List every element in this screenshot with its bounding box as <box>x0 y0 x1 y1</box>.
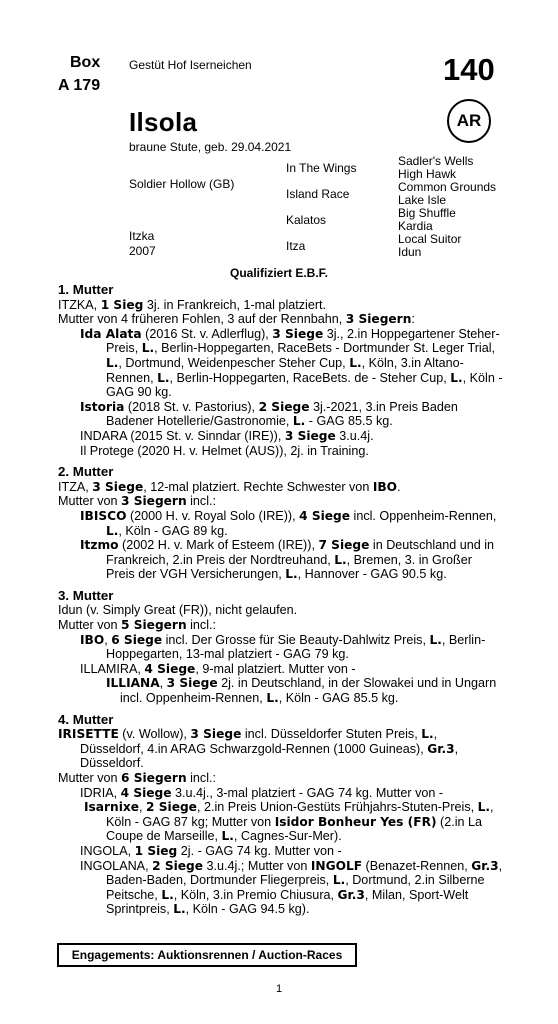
ar-badge-icon: AR <box>447 99 491 143</box>
pedigree-sire: Soldier Hollow (GB) <box>129 177 235 191</box>
produce-entry: IDRIA, 4 Siege 3.u.4j., 3-mal platziert - GAG 74 kg. Mutter von - <box>80 785 444 800</box>
produce-entry: Il Protege (2020 H. v. Helmet (AUS)), 2j. in Training. <box>80 443 369 458</box>
produce-entry: INGOLANA, 2 Siege 3.u.4j.; Mutter von INGOLF (Benazet-Rennen, Gr.3, Baden-Baden, Dortmunder Fliegerpreis, L., Dortmund, 2.in Silberne Peitsche, L., Köln, 3.in Premio Chiusura, Gr.3, Milan, Sport-Welt Sprintpreis, L., Köln - GAG 94.5 kg). <box>80 858 503 917</box>
produce-entry: ILLAMIRA, 4 Siege, 9-mal platziert. Mutter von - <box>80 661 356 676</box>
horse-name: Ilsola <box>129 107 198 137</box>
section-title: 1. Mutter <box>58 282 114 297</box>
pedigree-gen3-6: Kardia <box>398 219 433 233</box>
pedigree-sire-sire: In The Wings <box>286 161 357 175</box>
produce-summary: Mutter von 6 Siegern incl.: <box>58 771 217 785</box>
pedigree-dam-year: 2007 <box>129 244 156 258</box>
catalogue-body <box>58 283 504 917</box>
produce-entry: IBISCO (2000 H. v. Royal Solo (IRE)), 4 Siege incl. Oppenheim-Rennen, L., Köln - GAG 89 kg. <box>80 508 497 538</box>
produce-summary: Mutter von 4 früheren Fohlen, 3 auf der Rennbahn, 3 Siegern: <box>58 312 415 327</box>
produce-summary: Mutter von 3 Siegern incl.: <box>58 494 217 509</box>
section-title: 4. Mutter <box>58 711 114 727</box>
pedigree-gen3-7: Local Suitor <box>398 232 462 246</box>
box-number: A 179 <box>58 77 101 94</box>
produce-entry: IBO, 6 Siege incl. Der Grosse für Sie Beauty-Dahlwitz Preis, L., Berlin-Hoppegarten, 13-mal platziert - GAG 79 kg. <box>80 632 486 662</box>
produce-entry: Itzmo (2002 H. v. Mark of Esteem (IRE)), 7 Siege in Deutschland und in Frankreich, 2.in Preis der Nordtreuhand, L., Bremen, 3. in Großer Preis der VGH Versicherungen, L., Hannover - GAG 90.5 kg. <box>80 538 495 582</box>
produce-summary: Mutter von 5 Siegern incl.: <box>58 618 217 633</box>
produce-entry: ILLIANA, 3 Siege 2j. in Deutschland, in der Slowakei und in Ungarn incl. Oppenheim-Rennen, L., Köln - GAG 85.5 kg. <box>106 676 497 706</box>
pedigree-dam-sire: Kalatos <box>286 213 327 227</box>
lot-number: 140 <box>443 52 495 87</box>
dam-record: ITZA, 3 Siege, 12-mal platziert. Rechte Schwester von IBO. <box>58 479 401 494</box>
page-number: 1 <box>275 983 283 995</box>
qualification: Qualifiziert E.B.F. <box>229 266 328 280</box>
section-title: 3. Mutter <box>58 587 114 603</box>
pedigree-gen3-3: Common Grounds <box>398 180 497 194</box>
dam-record: IRISETTE (v. Wollow), 3 Siege incl. Düsseldorfer Stuten Preis, L., Düsseldorf, 4.in ARAG Schwarzgold-Rennen (1000 Guineas), Gr.3, Düsseldorf. <box>58 727 459 771</box>
produce-entry: INGOLA, 1 Sieg 2j. - GAG 74 kg. Mutter von - <box>80 843 342 858</box>
pedigree-gen3-5: Big Shuffle <box>398 206 456 220</box>
pedigree-gen3-2: High Hawk <box>398 167 457 181</box>
dam-record: Idun (v. Simply Great (FR)), nicht gelaufen. <box>58 603 298 618</box>
pedigree-dam: Itzka <box>129 229 155 243</box>
produce-entry: Ida Alata (2016 St. v. Adlerflug), 3 Siege 3j., 2.in Hoppegartener Steher-Preis, L., Berlin-Hoppegarten, RaceBets - Dortmunder St. Leger Trial, L., Dortmund, Weidenpescher Steher Cup, L., Köln, 3.in Altano-Rennen, L., Berlin-Hoppegarten, RaceBets. de - Steher Cup, L., Köln - GAG 90 kg. <box>80 326 503 400</box>
pedigree-gen3-1: Sadler's Wells <box>398 154 474 168</box>
pedigree-sire-dam: Island Race <box>286 187 350 201</box>
box-label: Box <box>70 54 101 71</box>
engagements-box: Engagements: Auktionsrennen / Auction-Races <box>57 943 357 967</box>
produce-entry: INDARA (2015 St. v. Sinndar (IRE)), 3 Siege 3.u.4j. <box>80 428 374 443</box>
dam-record: ITZKA, 1 Sieg 3j. in Frankreich, 1-mal platziert. <box>58 297 327 312</box>
pedigree-dam-dam: Itza <box>286 239 306 253</box>
horse-description: braune Stute, geb. 29.04.2021 <box>129 140 292 154</box>
produce-entry: Istoria (2018 St. v. Pastorius), 2 Siege 3j.-2021, 3.in Preis Baden Badener Hotellerie/Gastronomie, L. - GAG 85.5 kg. <box>80 399 458 429</box>
pedigree-gen3-8: Idun <box>398 245 422 259</box>
breeder-name: Gestüt Hof Iserneichen <box>129 58 252 72</box>
produce-entry: Isarnixe, 2 Siege, 2.in Preis Union-Gestüts Frühjahrs-Stuten-Preis, L., Köln - GAG 87 kg; Mutter von Isidor Bonheur Yes (FR) (2.in La Coupe de Marseille, L., Cagnes-Sur-Mer). <box>84 800 494 844</box>
pedigree-gen3-4: Lake Isle <box>398 193 447 207</box>
section-title: 2. Mutter <box>58 464 114 480</box>
